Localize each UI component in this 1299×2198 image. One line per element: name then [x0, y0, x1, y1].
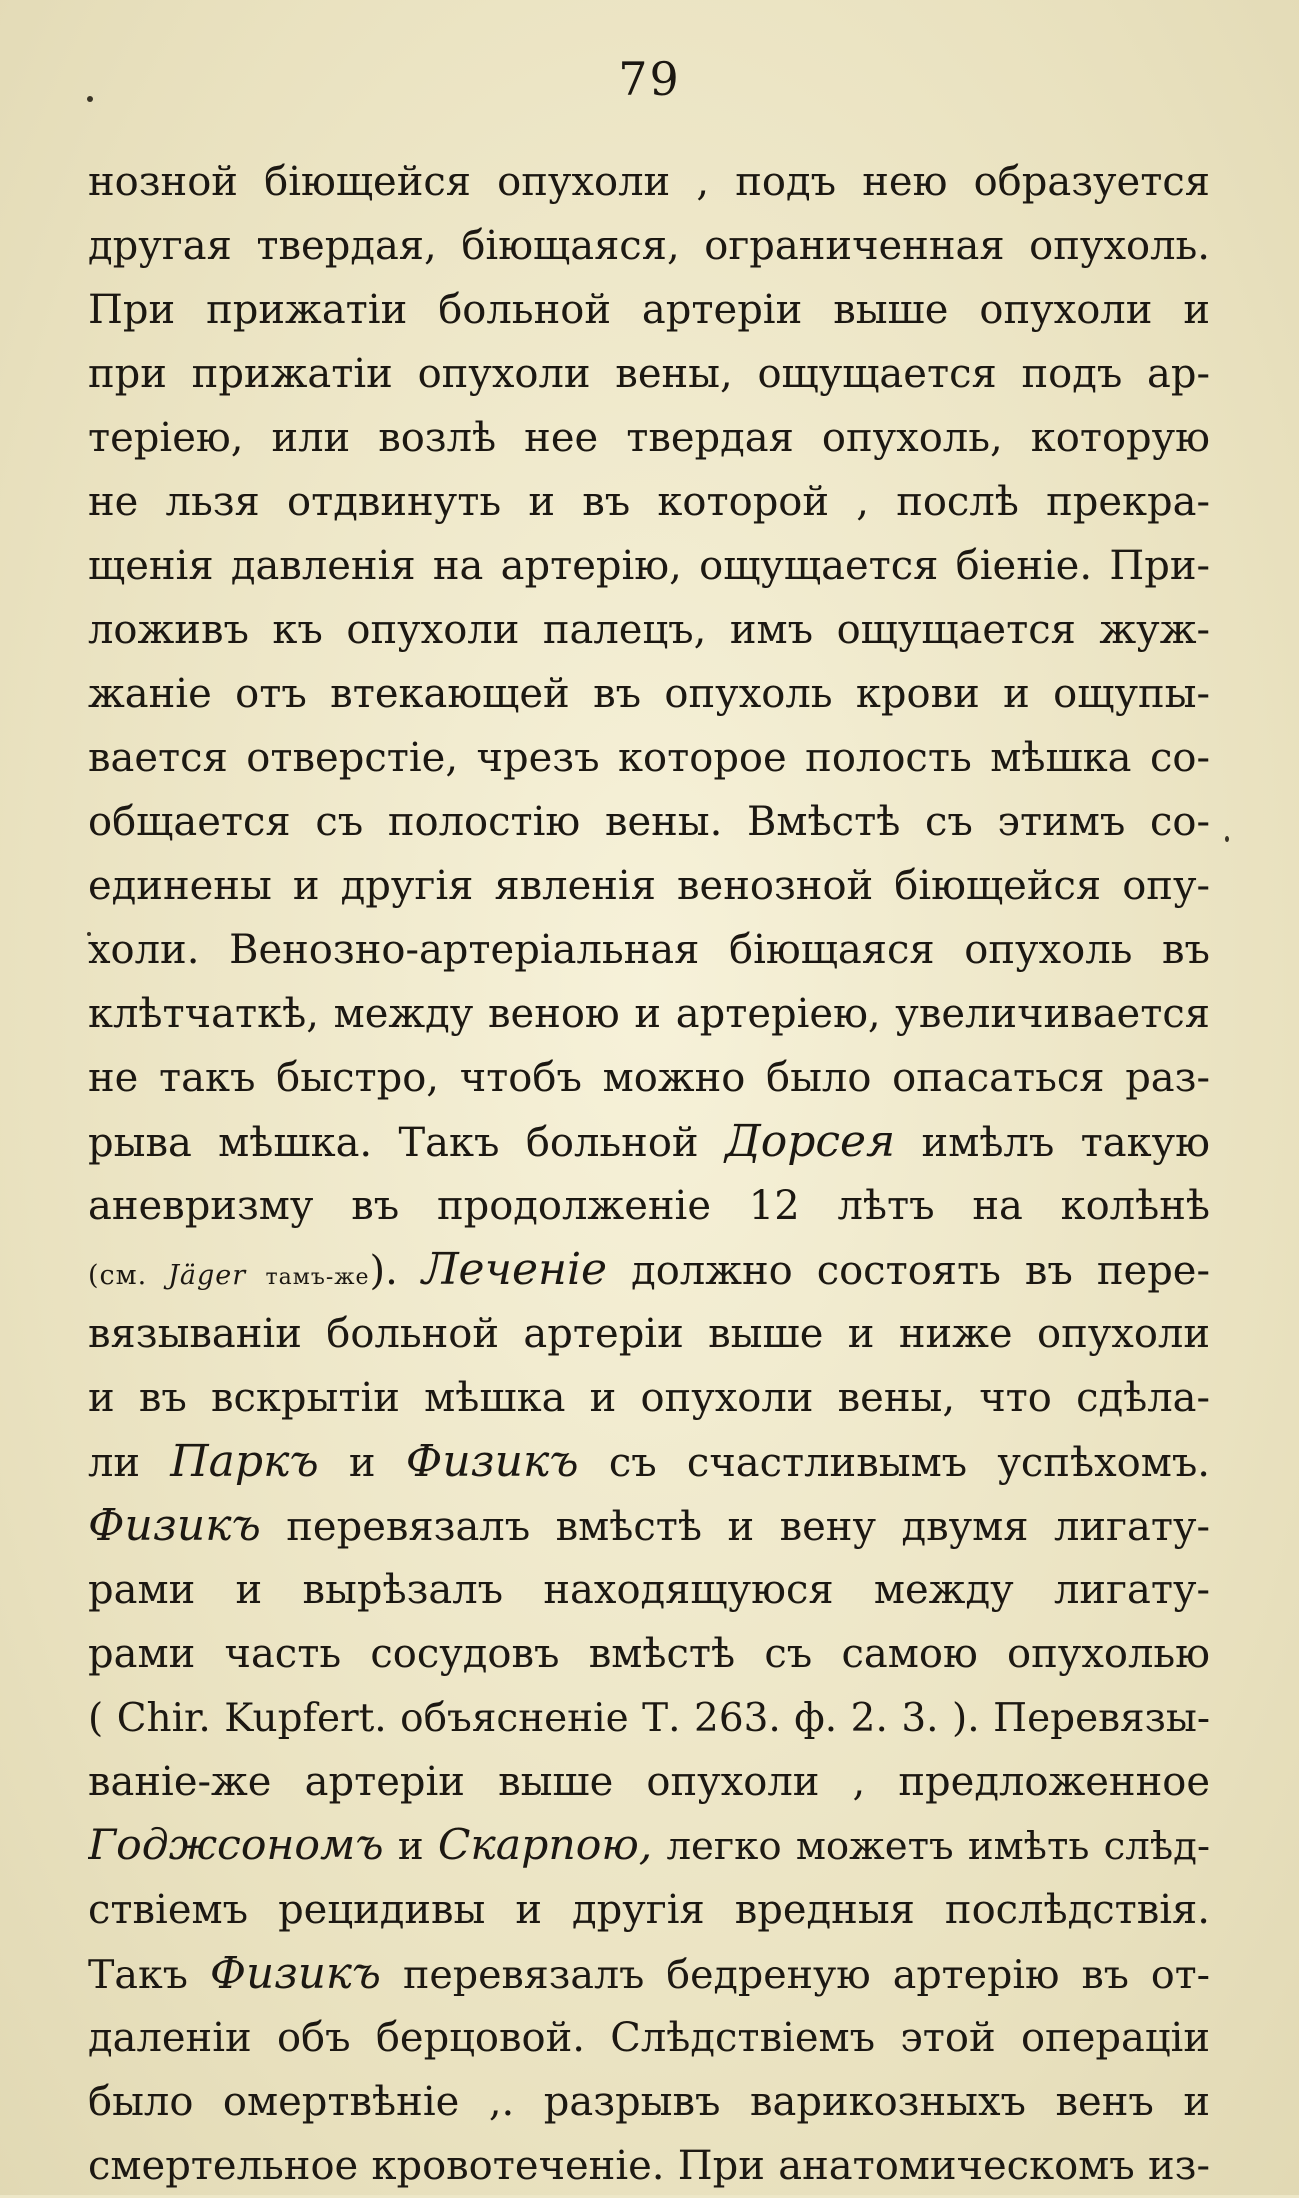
text-line: щенія давленія на артерію, ощущается біеніе. При-: [88, 543, 1210, 589]
author-name: Физикъ: [88, 1500, 261, 1551]
text-line: аневризму въ продолженіе 12 лѣтъ на колѣнѣ: [88, 1183, 1210, 1229]
text-line: вязываніи больной артеріи выше и ниже опухоли: [88, 1311, 1210, 1357]
text-line: даленіи объ берцовой. Слѣдствіемъ этой операціи: [88, 2015, 1210, 2061]
text-line: вается отверстіе, чрезъ которое полость мѣшка со-: [88, 735, 1210, 781]
text-line: ваніе-же артеріи выше опухоли , предложенное: [88, 1759, 1210, 1805]
author-name: Физикъ: [405, 1436, 579, 1487]
text-line: рами и вырѣзалъ находящуюся между лигату-: [88, 1567, 1210, 1613]
text-line: ( Chir. Kupfert. объясненіе Т. 263. ф. 2. 3. ). Перевязы-: [88, 1696, 1210, 1741]
text-line: Физикъ перевязалъ вмѣстѣ и вену двумя лигату-: [88, 1500, 1210, 1551]
text-line: При прижатіи больной артеріи выше опухоли и: [88, 287, 1210, 333]
text-line: нозной біющейся опухоли , подъ нею образуется: [88, 159, 1210, 205]
text-line: не льзя отдвинуть и въ которой , послѣ прекра-: [88, 479, 1210, 525]
author-name: Jäger: [168, 1260, 247, 1291]
text-line: (см. Jäger тамъ-же). Леченіе должно состоять въ пере-: [88, 1244, 1210, 1295]
text-line: ложивъ къ опухоли палецъ, имъ ощущается жуж-: [88, 607, 1210, 653]
author-name: Дорсея: [724, 1116, 896, 1167]
text-line: Такъ Физикъ перевязалъ бедреную артерію въ от-: [88, 1949, 1210, 1999]
text-line: смертельное кровотеченіе. При анатомическомъ из-: [88, 2143, 1210, 2189]
author-name: Паркъ: [170, 1436, 319, 1487]
author-name: Годжсономъ: [88, 1821, 384, 1870]
text-line: Годжсономъ и Скарпою, легко можетъ имѣть слѣд-: [88, 1821, 1210, 1870]
text-line: ли Паркъ и Физикъ съ счастливымъ успѣхомъ.: [88, 1436, 1210, 1487]
text-line: жаніе отъ втекающей въ опухоль крови и ощупы-: [88, 671, 1210, 717]
text-line: теріею, или возлѣ нее твердая опухоль, которую: [88, 415, 1210, 461]
text-line: рами часть сосудовъ вмѣстѣ съ самою опухолью: [88, 1631, 1210, 1677]
text-line: было омертвѣніе ,. разрывъ варикозныхъ венъ и: [88, 2079, 1210, 2125]
text-line: другая твердая, біющаяся, ограниченная опухоль.: [88, 223, 1210, 269]
text-line: рыва мѣшка. Такъ больной Дорсея имѣлъ такую: [88, 1116, 1210, 1167]
text-line: холи. Венозно-артеріальная біющаяся опухоль въ: [88, 927, 1210, 973]
body-text: [88, 150, 1210, 2198]
text-line: единены и другія явленія венозной біющейся опу-: [88, 863, 1210, 909]
text-line: клѣтчаткѣ, между веною и артеріею, увеличивается: [88, 991, 1210, 1037]
ink-speck: [1225, 836, 1229, 842]
text-line: и въ вскрытіи мѣшка и опухоли вены, что сдѣла-: [88, 1375, 1210, 1421]
section-term: Леченіе: [421, 1244, 608, 1295]
author-name: Физикъ: [209, 1949, 381, 1999]
page-number: 79: [618, 52, 681, 106]
author-name: Скарпою,: [437, 1821, 653, 1870]
text-line: не такъ быстро, чтобъ можно было опасаться раз-: [88, 1055, 1210, 1101]
text-line: ствіемъ рецидивы и другія вредныя послѣдствія.: [88, 1887, 1210, 1933]
text-line: при прижатіи опухоли вены, ощущается подъ ар-: [88, 351, 1210, 397]
text-line: общается съ полостію вены. Вмѣстѣ съ этимъ со-: [88, 799, 1210, 845]
